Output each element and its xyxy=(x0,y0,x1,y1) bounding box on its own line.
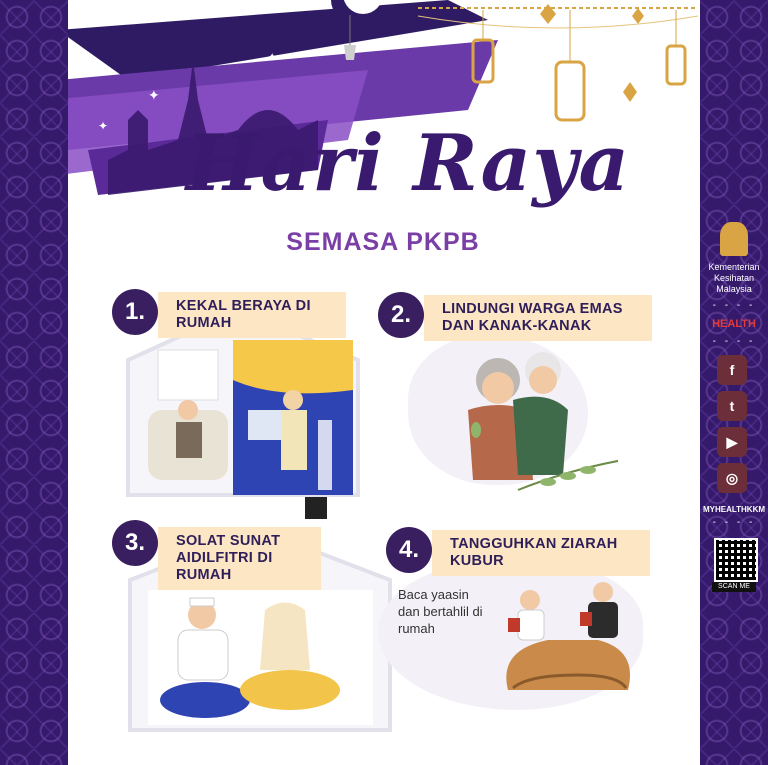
step4-number: 4. xyxy=(386,527,432,573)
left-pattern-border xyxy=(0,0,68,765)
ministry-name: Kementerian Kesihatan Malaysia xyxy=(708,262,760,294)
step1-label: KEKAL BERAYA DI RUMAH xyxy=(158,292,346,338)
step2-illustration xyxy=(398,330,618,505)
step3-number: 3. xyxy=(112,520,158,566)
page-title: Hari Raya xyxy=(185,118,631,209)
social-handle: MYHEALTHKKM xyxy=(702,505,766,514)
step2-number: 2. xyxy=(378,292,424,338)
step4-illustration xyxy=(468,570,648,710)
step4-note: Baca yaasin dan bertahlil di rumah xyxy=(398,587,483,636)
health-logo: HEALTH xyxy=(712,318,756,330)
page-subtitle: SEMASA PKPB xyxy=(286,228,480,256)
step4-label: TANGGUHKAN ZIARAH KUBUR xyxy=(432,530,650,576)
poster-panel xyxy=(68,0,700,765)
facebook-icon[interactable]: f xyxy=(717,355,747,385)
step3-label: SOLAT SUNAT AIDILFITRI DI RUMAH xyxy=(158,527,321,590)
step1-number: 1. xyxy=(112,289,158,335)
svg-text:✦: ✦ xyxy=(98,119,109,133)
twitter-icon[interactable]: t xyxy=(717,391,747,421)
ministry-crest-icon xyxy=(720,222,748,256)
svg-text:✦: ✦ xyxy=(148,87,160,103)
youtube-icon[interactable]: ▶ xyxy=(717,427,747,457)
qr-code[interactable] xyxy=(714,538,758,582)
right-sidebar: Kementerian Kesihatan Malaysia - - - - HEALTH - - - - f t ▶ ◎ MYHEALTHKKM - - - - SCAN ME xyxy=(700,0,768,765)
instagram-icon[interactable]: ◎ xyxy=(717,463,747,493)
step2-label: LINDUNGI WARGA EMAS DAN KANAK-KANAK xyxy=(424,295,652,341)
scan-label: SCAN ME xyxy=(712,582,756,592)
svg-text:✦: ✦ xyxy=(268,52,277,63)
qr-code-small xyxy=(305,497,327,519)
